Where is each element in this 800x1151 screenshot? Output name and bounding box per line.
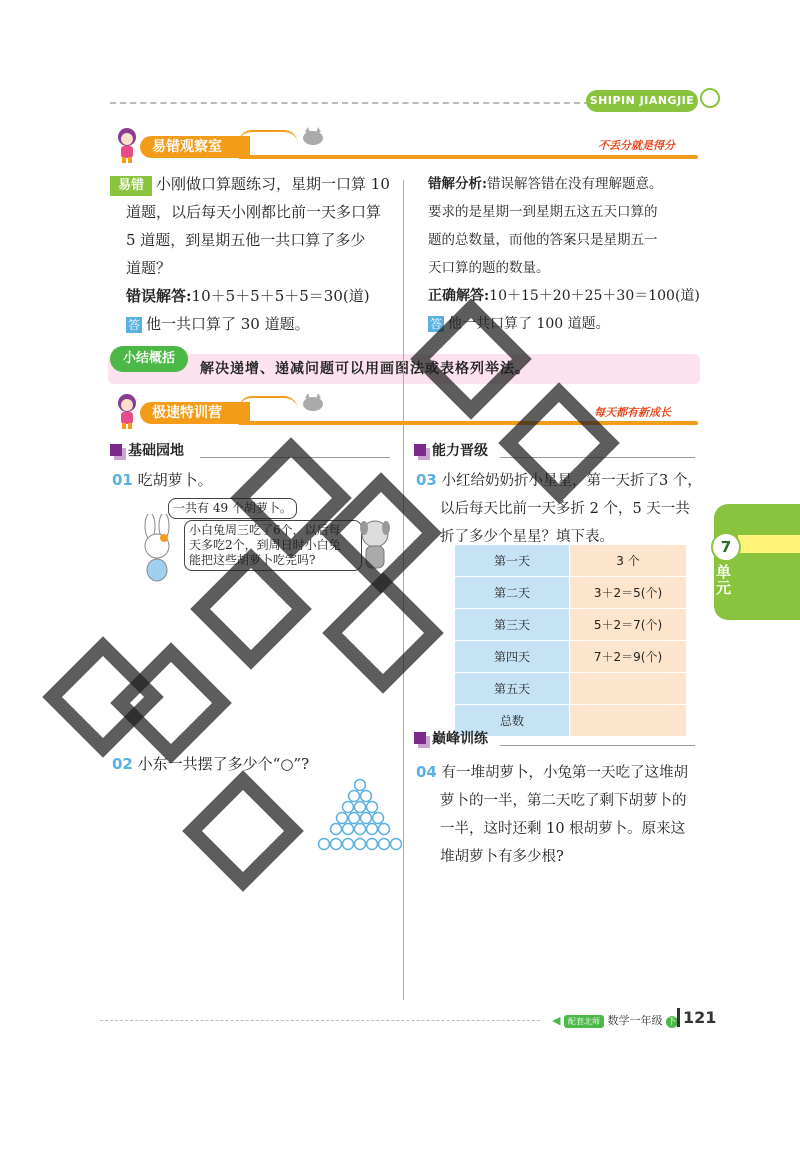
banner-underline (238, 155, 698, 159)
circle-triangle-figure (316, 778, 404, 854)
subsection-title: 能力晋级 (432, 443, 488, 459)
bubble-line: 天多吃2个，到周日时小白兔 (189, 538, 341, 552)
subsection-title: 基础园地 (128, 443, 184, 459)
summary-badge: 小结概括 (110, 346, 188, 372)
banner-slogan: 每天都有新成长 (594, 406, 671, 419)
watermark-square (182, 770, 304, 892)
table-cell-day: 第一天 (455, 545, 570, 577)
subsection-ability (414, 440, 488, 460)
table-row (455, 641, 687, 673)
problem-line: 小刚做口算题练习，星期一口算 10 (156, 175, 390, 193)
analysis-line: 要求的是星期一到星期五这五天口算的 (428, 204, 658, 220)
problem-line: 道题？ (126, 259, 172, 277)
question-04 (416, 758, 706, 871)
watermark-square (42, 636, 164, 758)
subsection-basic (110, 440, 184, 460)
table-cell-day: 第四天 (455, 641, 570, 673)
girl-mascot-icon (112, 126, 142, 164)
question-text: 小红给奶奶折小星星，第一天折了3 个， (441, 473, 702, 489)
question-01 (112, 466, 213, 494)
wrong-solution-label: 错误解答: (126, 287, 192, 305)
brand-badge: SHIPIN JIANGJIE (586, 90, 698, 112)
error-label: 易错 (110, 176, 152, 196)
table-cell-value: 3＋2＝5(个) (570, 577, 687, 609)
question-text: 有一堆胡萝卜，小兔第一天吃了这堆胡 (441, 765, 688, 781)
correct-answer-text: 他一共口算了 100 道题。 (448, 316, 610, 332)
analysis-label: 错解分析: (428, 176, 487, 192)
table-cell-day: 第三天 (455, 609, 570, 641)
banner-slogan: 不丢分就是得分 (598, 139, 675, 152)
question-number: 01 (112, 471, 133, 489)
summary-text: 解决递增、递减问题可以用画图法或表格列举法。 (200, 361, 530, 377)
stars-table (454, 544, 687, 737)
wrong-solution-expr: 10＋5＋5＋5＋5＝30(道) (191, 287, 370, 305)
question-number: 04 (416, 763, 437, 781)
correct-solution-expr: 10＋15＋20＋25＋30＝100(道) (489, 288, 700, 304)
table-row (455, 577, 687, 609)
square-icon (414, 732, 426, 744)
problem-line: 道题，以后每天小刚都比前一天多口算 (126, 203, 382, 221)
analysis-line: 错误解答错在没有理解题意。 (486, 176, 663, 192)
question-number: 03 (416, 471, 437, 489)
unit-number: 7 (711, 532, 741, 562)
cat-mascot-icon (300, 126, 326, 146)
question-text: 小东一共摆了多少个“○”? (137, 755, 310, 773)
square-icon (110, 444, 122, 456)
subsection-line (500, 745, 695, 746)
subsection-title: 巅峰训练 (432, 731, 488, 747)
bubble-line: 能把这些胡萝卜吃完吗? (189, 553, 316, 567)
question-text: 折了多少个星星？填下表。 (440, 529, 614, 545)
table-cell-value: 5＋2＝7(个) (570, 609, 687, 641)
square-icon (414, 444, 426, 456)
table-cell-day: 第二天 (455, 577, 570, 609)
question-text: 以后每天比前一天多折 2 个，5 天一共 (440, 501, 690, 517)
banner-underline (238, 421, 698, 425)
analysis-line: 天口算的题的数量。 (428, 260, 550, 276)
edition-badge: 配套北师 (564, 1015, 604, 1028)
table-row (455, 609, 687, 641)
unit-side-tab (714, 504, 800, 620)
page-number-text: 121 (677, 1008, 716, 1027)
table-row (455, 705, 687, 737)
speech-bubble-total: 一共有 49 个胡萝卜。 (168, 498, 297, 519)
table-cell-value: 3 个 (570, 545, 687, 577)
rabbit-icon (134, 514, 180, 584)
question-text: 吃胡萝卜。 (137, 471, 213, 489)
arrow-left-icon: ◀ (552, 1014, 561, 1027)
table-cell-value[interactable] (570, 705, 687, 737)
swirl-icon (700, 88, 720, 108)
question-text: 萝卜的一半，第二天吃了剩下胡萝卜的 (440, 793, 687, 809)
wrong-answer-text: 他一共口算了 30 道题。 (146, 315, 310, 333)
cat-mascot-icon (300, 392, 326, 412)
correct-solution-label: 正确解答: (428, 288, 490, 304)
section-banner-training: 极速特训营 (140, 402, 250, 424)
unit-label: 单元 (716, 563, 732, 597)
bubble-line: 小白兔周三吃了6个，以后每 (189, 523, 341, 537)
error-problem (110, 170, 400, 338)
girl-mascot-icon (112, 392, 142, 430)
table-row (455, 545, 687, 577)
question-number: 02 (112, 755, 133, 773)
page-number (677, 1008, 716, 1027)
footer-book-info (552, 1012, 678, 1028)
table-row (455, 673, 687, 705)
table-cell-value: 7＋2＝9(个) (570, 641, 687, 673)
book-title: 数学一年级 (607, 1014, 663, 1027)
analysis-line: 题的总数量，而他的答案只是星期五一 (428, 232, 658, 248)
table-cell-value[interactable] (570, 673, 687, 705)
unit-tab-stripe (738, 535, 800, 553)
volume-badge: 下 (667, 1017, 677, 1027)
section-banner-errors: 易错观察室 (140, 136, 250, 158)
column-divider (403, 180, 404, 1000)
watermark-square (322, 572, 444, 694)
problem-line: 5 道题，到星期五他一共口算了多少 (126, 231, 366, 249)
question-text: 一半，这时还剩 10 根胡萝卜。原来这 (440, 821, 686, 837)
table-cell-day: 总数 (455, 705, 570, 737)
question-text: 堆胡萝卜有多少根? (440, 849, 564, 865)
header-dashed-line (110, 102, 590, 104)
answer-icon: 答 (429, 317, 442, 331)
table-cell-day: 第五天 (455, 673, 570, 705)
question-02 (112, 750, 309, 778)
subsection-peak (414, 728, 488, 748)
answer-icon: 答 (127, 318, 140, 332)
footer-line (100, 1020, 540, 1021)
